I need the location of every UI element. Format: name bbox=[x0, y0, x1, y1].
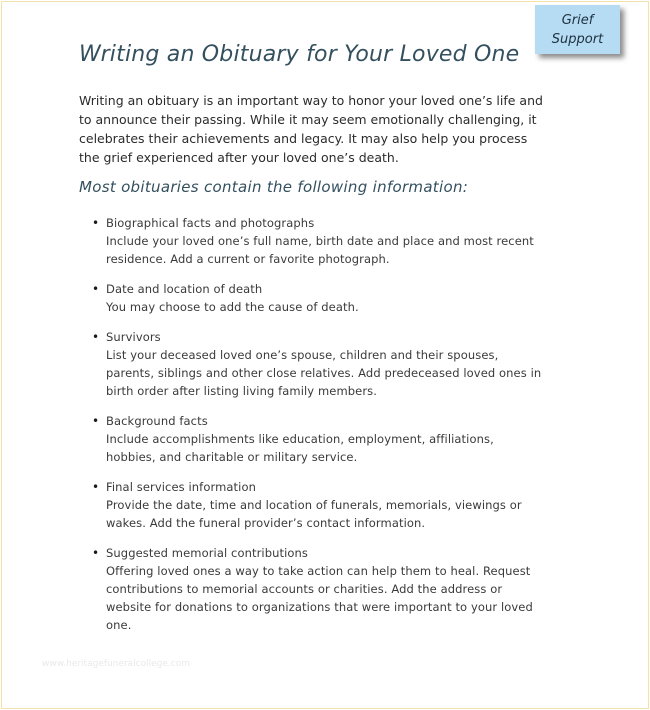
list-item-text: Provide the date, time and location of funerals, memorials, viewings or wakes. Add the funeral provider’s contact information. bbox=[106, 498, 522, 530]
list-item bbox=[92, 280, 546, 316]
list-item-heading: Survivors bbox=[106, 330, 161, 344]
list-item-heading: Date and location of death bbox=[106, 282, 263, 296]
page-title: Writing an Obituary for Your Loved One bbox=[79, 42, 520, 67]
document-page bbox=[1, 1, 649, 709]
list-item-heading: Background facts bbox=[106, 414, 208, 428]
list-item bbox=[92, 544, 546, 634]
bullet-icon: • bbox=[92, 282, 100, 296]
bullet-icon: • bbox=[92, 330, 100, 344]
bullet-icon: • bbox=[92, 546, 100, 560]
bullet-icon: • bbox=[92, 480, 100, 494]
list-item bbox=[92, 478, 546, 532]
list-item-text: Include accomplishments like education, employment, affiliations, hobbies, and charitable or military service. bbox=[106, 432, 494, 464]
list-item-text: You may choose to add the cause of death. bbox=[106, 300, 359, 314]
bullet-icon: • bbox=[92, 216, 100, 230]
list-item bbox=[92, 328, 546, 400]
list-item-text: List your deceased loved one’s spouse, children and their spouses, parents, siblings and other close relatives. Add predeceased loved ones in birth order after listing living family members. bbox=[106, 348, 542, 398]
bullet-icon: • bbox=[92, 414, 100, 428]
grief-support-tab bbox=[535, 5, 620, 54]
section-subheading: Most obituaries contain the following information: bbox=[79, 178, 469, 196]
list-item bbox=[92, 412, 546, 466]
intro-paragraph: Writing an obituary is an important way to honor your loved one’s life and to announce their passing. While it may seem emotionally challenging, it celebrates their achievements and legacy. It may also help you process the grief experienced after your loved one’s death. bbox=[79, 93, 543, 165]
list-item-heading: Biographical facts and photographs bbox=[106, 216, 315, 230]
list-item-text: Include your loved one’s full name, birth date and place and most recent residence. Add a current or favorite photograph. bbox=[106, 234, 534, 266]
list-item bbox=[92, 214, 546, 268]
watermark-url: www.heritagefuneralcollege.com bbox=[42, 659, 191, 669]
list-item-heading: Final services information bbox=[106, 480, 256, 494]
list-item-text: Offering loved ones a way to take action can help them to heal. Request contributions to memorial accounts or charities. Add the address or website for donations to organizations that were important to your loved one. bbox=[106, 564, 533, 632]
information-list bbox=[92, 214, 546, 646]
list-item-heading: Suggested memorial contributions bbox=[106, 546, 309, 560]
tab-line-2: Support bbox=[551, 31, 604, 47]
tab-line-1: Grief bbox=[561, 12, 594, 28]
